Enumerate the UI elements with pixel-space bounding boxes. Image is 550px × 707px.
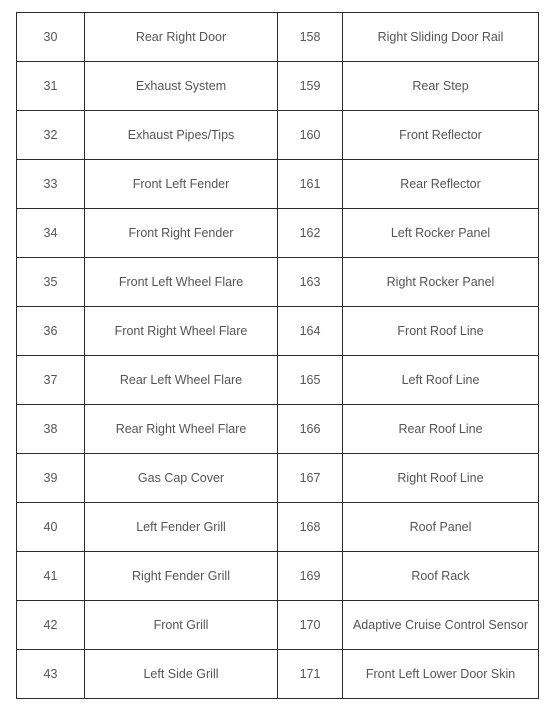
part-number-cell: 168 bbox=[278, 503, 343, 552]
part-number-cell: 41 bbox=[17, 552, 85, 601]
part-name-cell: Rear Reflector bbox=[343, 160, 539, 209]
part-number-cell: 160 bbox=[278, 111, 343, 160]
part-number-cell: 169 bbox=[278, 552, 343, 601]
part-name-cell: Right Fender Grill bbox=[85, 552, 278, 601]
table-row bbox=[17, 405, 539, 454]
part-name-cell: Left Rocker Panel bbox=[343, 209, 539, 258]
table-row bbox=[17, 13, 539, 62]
part-name-cell: Left Roof Line bbox=[343, 356, 539, 405]
part-number-cell: 167 bbox=[278, 454, 343, 503]
part-name-cell: Rear Right Wheel Flare bbox=[85, 405, 278, 454]
part-name-cell: Exhaust System bbox=[85, 62, 278, 111]
part-number-cell: 162 bbox=[278, 209, 343, 258]
part-name-cell: Roof Rack bbox=[343, 552, 539, 601]
part-number-cell: 35 bbox=[17, 258, 85, 307]
part-name-cell: Front Roof Line bbox=[343, 307, 539, 356]
part-number-cell: 165 bbox=[278, 356, 343, 405]
table-row bbox=[17, 503, 539, 552]
part-name-cell: Front Reflector bbox=[343, 111, 539, 160]
table-row bbox=[17, 454, 539, 503]
table-row bbox=[17, 307, 539, 356]
part-number-cell: 161 bbox=[278, 160, 343, 209]
parts-table bbox=[16, 12, 539, 699]
part-name-cell: Front Grill bbox=[85, 601, 278, 650]
table-row bbox=[17, 552, 539, 601]
part-number-cell: 163 bbox=[278, 258, 343, 307]
part-name-cell: Front Right Wheel Flare bbox=[85, 307, 278, 356]
part-number-cell: 37 bbox=[17, 356, 85, 405]
part-number-cell: 171 bbox=[278, 650, 343, 699]
part-number-cell: 34 bbox=[17, 209, 85, 258]
part-name-cell: Left Fender Grill bbox=[85, 503, 278, 552]
part-name-cell: Left Side Grill bbox=[85, 650, 278, 699]
part-name-cell: Rear Step bbox=[343, 62, 539, 111]
part-number-cell: 32 bbox=[17, 111, 85, 160]
part-number-cell: 30 bbox=[17, 13, 85, 62]
table-row bbox=[17, 650, 539, 699]
part-name-cell: Right Roof Line bbox=[343, 454, 539, 503]
part-number-cell: 31 bbox=[17, 62, 85, 111]
table-row bbox=[17, 62, 539, 111]
part-number-cell: 39 bbox=[17, 454, 85, 503]
part-name-cell: Right Rocker Panel bbox=[343, 258, 539, 307]
table-row bbox=[17, 160, 539, 209]
part-number-cell: 159 bbox=[278, 62, 343, 111]
table-row bbox=[17, 258, 539, 307]
part-name-cell: Rear Roof Line bbox=[343, 405, 539, 454]
part-name-cell: Gas Cap Cover bbox=[85, 454, 278, 503]
part-name-cell: Rear Right Door bbox=[85, 13, 278, 62]
part-number-cell: 166 bbox=[278, 405, 343, 454]
part-name-cell: Adaptive Cruise Control Sensor bbox=[343, 601, 539, 650]
part-number-cell: 164 bbox=[278, 307, 343, 356]
part-name-cell: Front Left Fender bbox=[85, 160, 278, 209]
part-number-cell: 40 bbox=[17, 503, 85, 552]
part-name-cell: Roof Panel bbox=[343, 503, 539, 552]
table-row bbox=[17, 601, 539, 650]
part-name-cell: Front Left Wheel Flare bbox=[85, 258, 278, 307]
parts-table-body bbox=[17, 13, 539, 699]
part-number-cell: 43 bbox=[17, 650, 85, 699]
part-name-cell: Front Left Lower Door Skin bbox=[343, 650, 539, 699]
part-number-cell: 33 bbox=[17, 160, 85, 209]
part-number-cell: 36 bbox=[17, 307, 85, 356]
part-number-cell: 38 bbox=[17, 405, 85, 454]
part-name-cell: Rear Left Wheel Flare bbox=[85, 356, 278, 405]
part-name-cell: Right Sliding Door Rail bbox=[343, 13, 539, 62]
part-number-cell: 158 bbox=[278, 13, 343, 62]
part-name-cell: Front Right Fender bbox=[85, 209, 278, 258]
table-row bbox=[17, 209, 539, 258]
part-name-cell: Exhaust Pipes/Tips bbox=[85, 111, 278, 160]
part-number-cell: 170 bbox=[278, 601, 343, 650]
part-number-cell: 42 bbox=[17, 601, 85, 650]
table-row bbox=[17, 356, 539, 405]
table-row bbox=[17, 111, 539, 160]
